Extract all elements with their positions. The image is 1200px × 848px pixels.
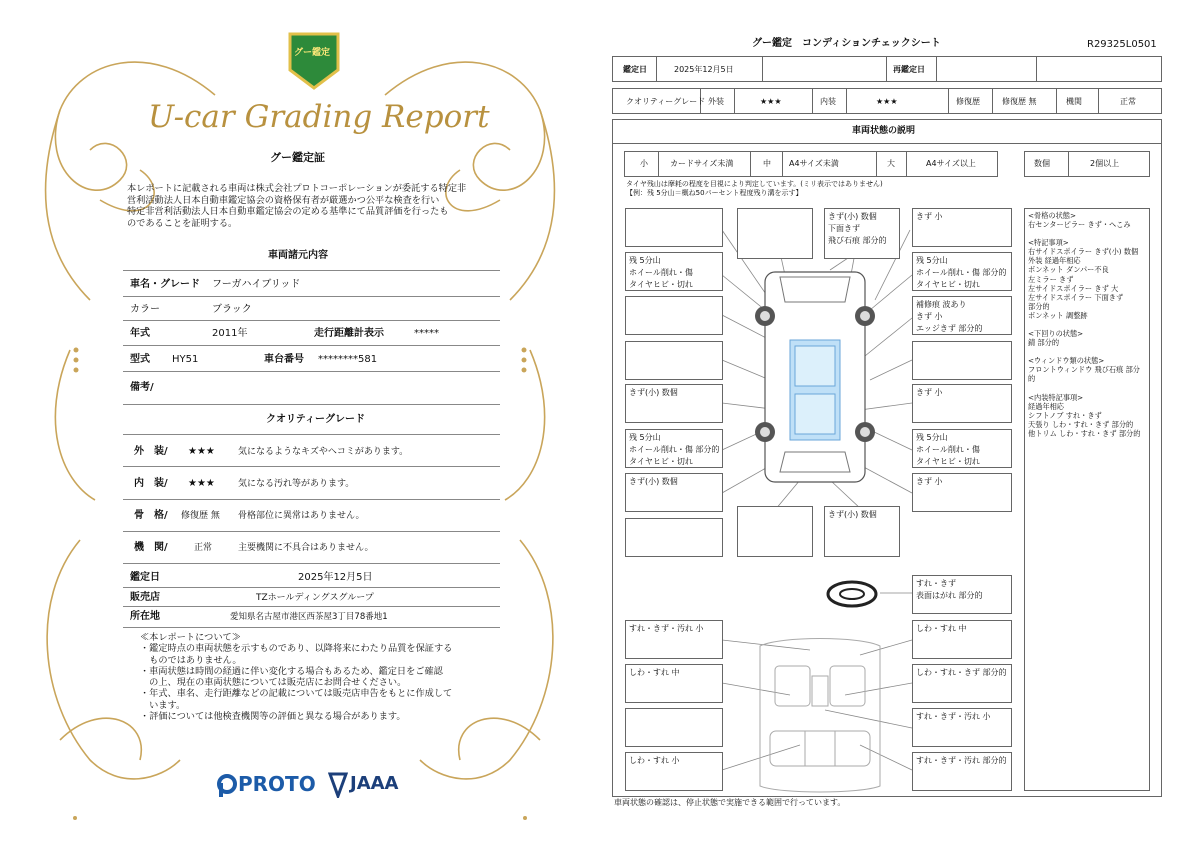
damage-text: しわ・すれ 小 [629, 756, 680, 765]
remarks-label: 備考/ [130, 382, 154, 393]
note-heading: <下回りの状態> [1028, 329, 1084, 339]
damage-text: ホイール削れ・傷 [629, 268, 693, 277]
interior-box-r2 [912, 664, 1012, 703]
damage-text: しわ・すれ 中 [916, 624, 967, 633]
dealer-value: TZホールディングスグループ [256, 593, 374, 603]
interior-box-r3 [912, 708, 1012, 747]
damage-box-left-door [625, 384, 723, 423]
note-heading: <ウィンドウ類の状態> [1028, 356, 1105, 366]
note-line: の上、現在の車両状態については販売店にお問合せください。 [140, 677, 407, 689]
name-value: フーガハイブリッド [212, 279, 301, 290]
tire-box-front-right [912, 252, 1012, 291]
damage-text: 残 5分山 [916, 433, 948, 442]
date-label: 鑑定日 [130, 572, 160, 583]
sheet-title: グー鑑定 コンディションチェックシート [752, 38, 941, 49]
steering-wheel-icon [826, 580, 878, 608]
damage-text: きず 小 [916, 477, 943, 486]
damage-text: ホイール削れ・傷 部分的 [629, 445, 720, 454]
sheet-footer: 車両状態の確認は、停止状態で実施できる範囲で行っています。 [614, 798, 846, 807]
condition-check-sheet [600, 0, 1200, 848]
note-line: 錆 部分的 [1028, 338, 1060, 348]
color-label: カラー [130, 304, 160, 315]
tire-box-rear-left [625, 429, 723, 468]
intro-line: 特定非営利活動法人日本自動車鑑定協会の定める基準にて品質評価を行ったも [127, 206, 449, 217]
frame-value: 修復歴 無 [181, 511, 220, 521]
damage-text: 下面きず [828, 224, 860, 233]
divider [123, 404, 500, 405]
chassis-label: 車台番号 [264, 354, 304, 365]
interior-box-r1 [912, 620, 1012, 659]
exterior-stars: ★★★ [188, 446, 215, 457]
empty-box [625, 341, 723, 380]
engine-label: 機 関/ [134, 542, 168, 553]
empty-box [625, 296, 723, 335]
divider [123, 371, 500, 372]
damage-text: きず(小) 数個 [828, 212, 877, 221]
damage-text: タイヤヒビ・切れ [916, 457, 980, 466]
date-value: 2025年12月5日 [674, 65, 734, 74]
note-line: ・評価については他検査機関等の評価と異なる場合があります。 [140, 711, 406, 723]
dealer-label: 販売店 [130, 592, 160, 603]
history-label: 修復歴 [956, 97, 980, 106]
exterior-label: 外 装/ [134, 446, 168, 457]
note-line: フロントウィンドウ 飛び石痕 部分的 [1028, 365, 1140, 384]
exterior-label: 外装 [708, 97, 724, 106]
note-line: 経過年相応 [1028, 401, 1064, 411]
color-value: ブラック [212, 304, 252, 315]
legend-small: 小 [640, 159, 648, 168]
engine-value: 正常 [194, 543, 213, 553]
damage-text: エッジきず 部分的 [916, 324, 983, 333]
damage-box-top-right [912, 208, 1012, 247]
frame-label: 骨 格/ [134, 510, 168, 521]
divider [123, 345, 500, 346]
empty-box [737, 208, 813, 259]
tire-box-front-left [625, 252, 723, 291]
divider [123, 270, 500, 271]
divider [123, 296, 500, 297]
damage-text: しわ・すれ・きず 部分的 [916, 668, 1007, 677]
interior-box-r4 [912, 752, 1012, 791]
divider [123, 320, 500, 321]
note-line: 左ミラー きず [1028, 274, 1074, 284]
intro-line: のであることを証明する。 [127, 217, 238, 229]
doc-id: R29325L0501 [1087, 39, 1157, 50]
note-heading: <内装特記事項> [1028, 392, 1084, 402]
legend-small-desc: カードサイズ未満 [670, 159, 734, 168]
divider [123, 606, 500, 607]
address-value: 愛知県名古屋市港区西茶屋3丁目78番地1 [230, 612, 388, 622]
damage-box-right-rear [912, 473, 1012, 512]
note-line: ボンネット ダンパー不良 [1028, 265, 1109, 275]
damage-text: きず 小 [916, 312, 943, 321]
proto-text: PROTO [238, 772, 316, 796]
damage-text: きず(小) 数個 [629, 388, 678, 397]
damage-box-top-center [824, 208, 900, 259]
interior-stars: ★★★ [188, 478, 215, 489]
count-label: 数個 [1034, 159, 1050, 168]
divider [123, 587, 500, 588]
jaaa-logo [328, 770, 408, 800]
interior-text: 気になる汚れ等があります。 [238, 479, 355, 489]
notes-title: ≪本レポートについて≫ [140, 632, 241, 643]
mileage-label: 走行距離計表示 [314, 328, 384, 339]
damage-text: きず 小 [916, 388, 943, 397]
note-heading: <骨格の状態> [1028, 211, 1076, 220]
note-line: 右センターピラー きず・へこみ [1028, 220, 1131, 230]
damage-text: タイヤヒビ・切れ [916, 280, 980, 289]
damage-text: きず 小 [916, 212, 943, 221]
legend-large-desc: A4サイズ以上 [926, 159, 976, 168]
note-heading: <特記事項> [1028, 238, 1069, 248]
year-label: 年式 [130, 328, 150, 339]
note-line: 左サイドスポイラー きず 大 [1028, 283, 1119, 293]
interior-label: 内装 [820, 97, 836, 106]
note-line: ・年式、車名、走行距離などの記載については販売店申告をもとに作成して [140, 688, 453, 700]
interior-label: 内 装/ [134, 478, 168, 489]
certificate-heading: グー鑑定証 [270, 151, 325, 164]
note-line: ものではありません。 [140, 654, 242, 666]
note-line: 左サイドスポイラー 下面きず [1028, 292, 1124, 302]
date-value: 2025年12月5日 [298, 572, 373, 583]
empty-box [912, 341, 1012, 380]
damage-text: すれ・きず・汚れ 小 [916, 712, 991, 721]
note-line: ボンネット 調整跡 [1028, 310, 1088, 320]
legend-medium-desc: A4サイズ未満 [789, 159, 839, 168]
mileage-value: ***** [414, 328, 439, 339]
interior-top-view [750, 636, 890, 796]
damage-text: すれ・きず・汚れ 部分的 [916, 756, 1007, 765]
damage-text: 補修痕 波あり [916, 300, 967, 309]
frame-text: 骨格部位に異常はありません。 [238, 511, 365, 521]
damage-text: きず(小) 数個 [828, 510, 877, 519]
tire-note-1: タイヤ残山は摩耗の程度を目視により判定しています。(ミリ表示ではありません) [626, 180, 883, 188]
tire-note-2: 【例：残 5分山＝概ね50パーセント程度残り溝を示す】 [626, 189, 803, 197]
spec-title: 車両諸元内容 [268, 250, 328, 261]
address-label: 所在地 [130, 611, 160, 622]
damage-box-right-door [912, 384, 1012, 423]
note-line: 天張り しわ・すれ・きず 部分的 [1028, 419, 1134, 429]
history-value: 修復歴 無 [1002, 97, 1037, 106]
damage-text: ホイール削れ・傷 部分的 [916, 268, 1007, 277]
damage-text: 残 5分山 [629, 256, 661, 265]
interior-stars: ★★★ [876, 97, 898, 106]
divider [123, 627, 500, 628]
notes-panel [1024, 208, 1150, 791]
section-title: 車両状態の説明 [852, 126, 916, 136]
damage-text: タイヤヒビ・切れ [629, 457, 693, 466]
divider [123, 531, 500, 532]
damage-text: すれ・きず・汚れ 小 [629, 624, 704, 633]
script-title: U-car Grading Report [148, 99, 490, 135]
damage-text: 残 5分山 [916, 256, 948, 265]
legend-medium: 中 [763, 159, 771, 168]
damage-box-right-fender [912, 296, 1012, 335]
damage-text: 飛び石痕 部分的 [828, 236, 887, 245]
model-label: 型式 [130, 354, 150, 365]
intro-line: 営利活動法人日本自動車鑑定協会の資格保有者が厳選かつ公平な検査を行い [127, 194, 440, 206]
year-value: 2011年 [212, 328, 248, 339]
car-top-view [750, 262, 880, 490]
damage-box-bottom-center [824, 506, 900, 557]
empty-box [737, 506, 813, 557]
legend-large: 大 [887, 159, 895, 168]
damage-box-left-rear [625, 473, 723, 512]
engine-label: 機関 [1066, 97, 1082, 106]
goo-badge [286, 30, 342, 92]
empty-box [625, 208, 723, 247]
note-line: ・鑑定時点の車両状態を示すものであり、以降将来にわたり品質を保証する [140, 643, 453, 655]
engine-text: 主要機関に不具合はありません。 [238, 543, 374, 553]
badge-text: グー鑑定 [294, 48, 331, 58]
intro-line: 本レポートに記載される車両は株式会社プロトコーポレーションが委託する特定非 [127, 183, 467, 194]
grade-title: クオリティーグレード [266, 414, 365, 425]
note-line: ・車両状態は時間の経過に伴い変化する場合もあるため、鑑定日をご確認 [140, 665, 443, 677]
date-label: 鑑定日 [623, 65, 647, 74]
model-value: HY51 [172, 354, 199, 365]
divider [123, 563, 500, 564]
chassis-value: ********581 [318, 354, 378, 365]
note-line: 外装 経過年相応 [1028, 256, 1081, 266]
note-line: います。 [140, 699, 186, 711]
grade-label: クオリティーグレード [626, 97, 706, 106]
report-notes [140, 632, 452, 722]
note-line: 部分的 [1028, 301, 1050, 311]
interior-box-l2 [625, 664, 723, 703]
note-line: 右サイドスポイラー きず(小) 数個 [1028, 247, 1139, 257]
damage-text: 残 5分山 [629, 433, 661, 442]
empty-box [625, 708, 723, 747]
interior-box-l4 [625, 752, 723, 791]
damage-text: しわ・すれ 中 [629, 668, 680, 677]
tire-box-rear-right [912, 429, 1012, 468]
engine-value: 正常 [1120, 97, 1136, 106]
damage-text: すれ・きず [916, 579, 956, 588]
divider [123, 499, 500, 500]
exterior-text: 気になるようなキズやヘコミがあります。 [238, 447, 409, 457]
note-line: シフトノブ すれ・きず [1028, 410, 1102, 420]
divider [123, 466, 500, 467]
count-value: 2個以上 [1090, 159, 1120, 168]
damage-text: タイヤヒビ・切れ [629, 280, 693, 289]
divider [123, 434, 500, 435]
redate-label: 再鑑定日 [893, 65, 925, 74]
damage-box-steering [912, 575, 1012, 614]
damage-text: きず(小) 数個 [629, 477, 678, 486]
damage-text: ホイール削れ・傷 [916, 445, 980, 454]
name-label: 車名・グレード [130, 279, 200, 290]
exterior-stars: ★★★ [760, 97, 782, 106]
interior-box-l1 [625, 620, 723, 659]
intro-text [127, 183, 466, 229]
damage-text: 表面はがれ 部分的 [916, 591, 983, 600]
empty-box [625, 518, 723, 557]
proto-logo [216, 770, 326, 800]
jaaa-text: JAAA [350, 773, 399, 794]
note-line: 他トリム しわ・すれ・きず 部分的 [1028, 428, 1141, 438]
